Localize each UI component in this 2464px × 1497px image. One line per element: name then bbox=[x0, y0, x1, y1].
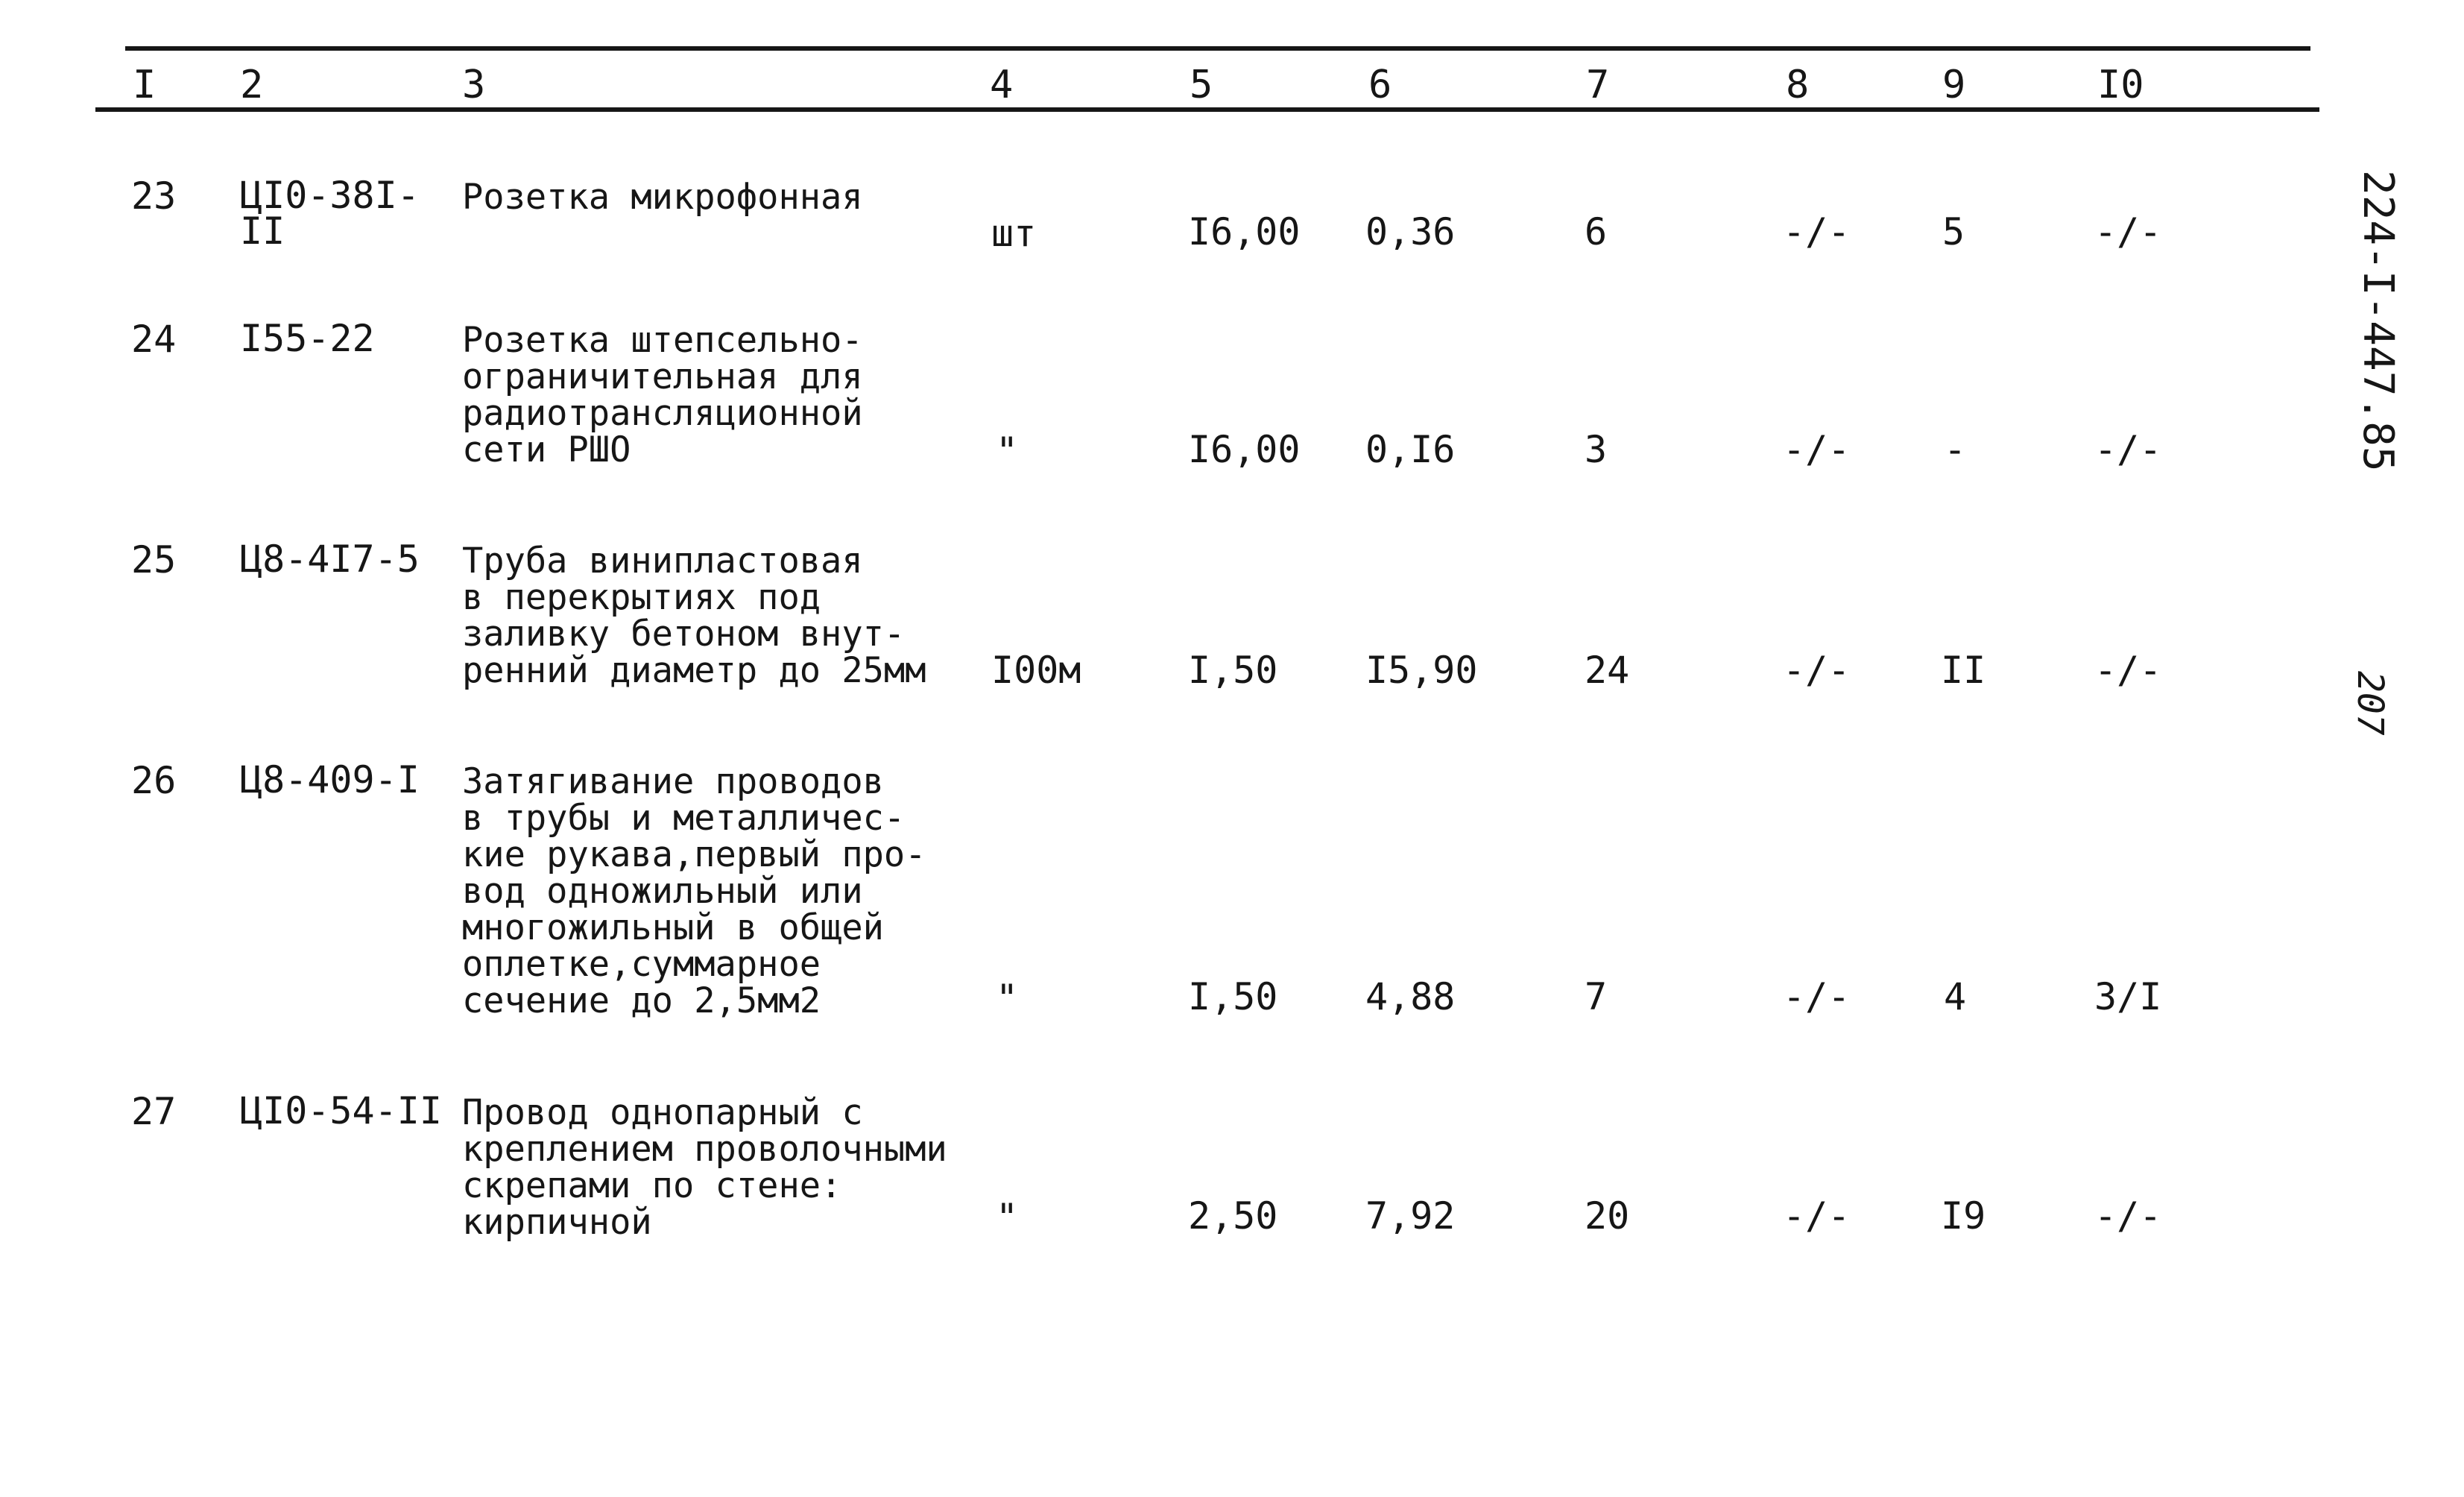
row-number: 23 bbox=[131, 174, 177, 218]
row-unit: шт bbox=[991, 212, 1037, 255]
row-description: Провод однопарный с креплением проволочными скрепами по стене: кирпичной bbox=[462, 1092, 947, 1243]
row-code: ЦI0-54-II bbox=[240, 1089, 442, 1132]
row-col-8: -/- bbox=[1783, 428, 1851, 471]
row-col-5: I6,00 bbox=[1188, 210, 1301, 253]
document-code: 224-I-447.85 bbox=[2354, 170, 2402, 472]
row-unit: I00м bbox=[991, 649, 1081, 692]
page-number: 207 bbox=[2349, 671, 2391, 736]
row-col-9: - bbox=[1944, 428, 1967, 471]
row-col-7: 3 bbox=[1585, 428, 1608, 471]
row-col-7: 20 bbox=[1585, 1194, 1630, 1238]
header-col-2: 2 bbox=[240, 63, 264, 107]
row-col-10: -/- bbox=[2094, 1194, 2162, 1238]
row-code: ЦI0-38I- II bbox=[240, 174, 420, 253]
row-number: 24 bbox=[131, 318, 177, 361]
row-description: Труба винипластовая в перекрытиях под заливку бетоном внут- ренний диаметр до 25мм bbox=[462, 541, 926, 691]
row-col-6: 0,36 bbox=[1365, 210, 1456, 253]
row-col-10: 3/I bbox=[2094, 975, 2162, 1018]
row-col-10: -/- bbox=[2094, 428, 2162, 471]
row-description: Затягивание проводов в трубы и металличес- кие рукава,первый про- вод одножильный или многожильный в общей оплетке,суммарное сечение до 2,5мм2 bbox=[462, 761, 926, 1021]
row-col-6: 4,88 bbox=[1365, 975, 1456, 1018]
header-col-7: 7 bbox=[1586, 63, 1610, 107]
row-description: Розетка штепсельно- ограничительная для радиотрансляционной сети РШО bbox=[462, 320, 863, 470]
row-col-8: -/- bbox=[1783, 975, 1851, 1018]
row-code: Ц8-409-I bbox=[240, 758, 420, 801]
header-col-3: 3 bbox=[462, 63, 486, 107]
row-col-6: 0,I6 bbox=[1365, 428, 1456, 471]
row-unit: " bbox=[996, 429, 1019, 473]
row-col-5: I,50 bbox=[1188, 649, 1278, 692]
row-col-5: I6,00 bbox=[1188, 428, 1301, 471]
row-col-6: I5,90 bbox=[1365, 649, 1478, 692]
row-unit: " bbox=[996, 1196, 1019, 1239]
row-col-8: -/- bbox=[1783, 210, 1851, 253]
row-col-9: I9 bbox=[1941, 1194, 1986, 1238]
header-col-4: 4 bbox=[990, 63, 1014, 107]
header-bottom-rule bbox=[95, 107, 2319, 112]
row-col-9: II bbox=[1941, 649, 1986, 692]
row-col-7: 24 bbox=[1585, 649, 1630, 692]
row-col-7: 7 bbox=[1585, 975, 1608, 1018]
row-col-5: 2,50 bbox=[1188, 1194, 1278, 1238]
row-col-8: -/- bbox=[1783, 1194, 1851, 1238]
header-col-1: I bbox=[133, 63, 157, 107]
row-col-10: -/- bbox=[2094, 210, 2162, 253]
row-col-10: -/- bbox=[2094, 649, 2162, 692]
header-col-5: 5 bbox=[1190, 63, 1213, 107]
header-col-8: 8 bbox=[1786, 63, 1810, 107]
header-col-9: 9 bbox=[1942, 63, 1966, 107]
row-number: 25 bbox=[131, 538, 177, 582]
row-code: I55-22 bbox=[240, 317, 375, 360]
row-col-8: -/- bbox=[1783, 649, 1851, 692]
header-top-rule bbox=[125, 46, 2310, 51]
row-unit: " bbox=[996, 977, 1019, 1020]
header-col-10: I0 bbox=[2097, 63, 2144, 107]
row-number: 26 bbox=[131, 759, 177, 802]
row-col-7: 6 bbox=[1585, 210, 1608, 253]
row-number: 27 bbox=[131, 1090, 177, 1133]
header-col-6: 6 bbox=[1368, 63, 1392, 107]
row-code: Ц8-4I7-5 bbox=[240, 538, 420, 581]
row-col-6: 7,92 bbox=[1365, 1194, 1456, 1238]
row-col-9: 5 bbox=[1942, 210, 1965, 253]
row-col-5: I,50 bbox=[1188, 975, 1278, 1018]
row-col-9: 4 bbox=[1944, 975, 1967, 1018]
row-description: Розетка микрофонная bbox=[462, 177, 863, 218]
